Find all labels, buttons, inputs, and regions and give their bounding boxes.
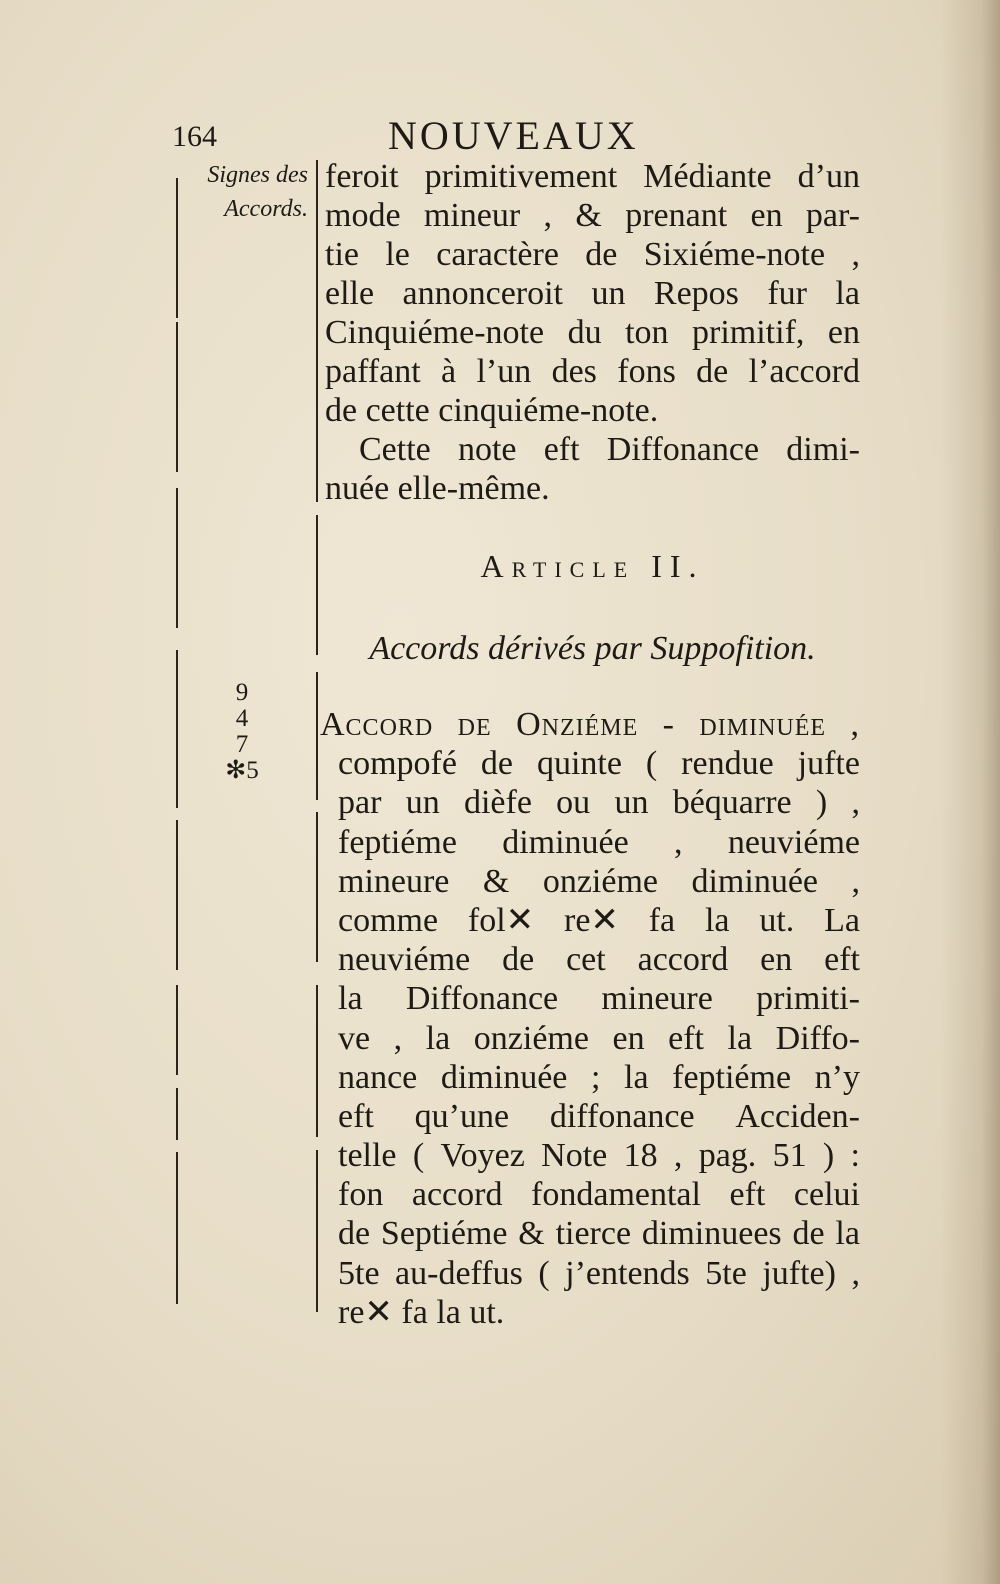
word: de (792, 1215, 825, 1253)
word: nance (338, 1058, 418, 1096)
word: annonceroit (402, 275, 564, 312)
word: - (662, 706, 675, 743)
text-line (320, 705, 860, 744)
text-line (320, 979, 860, 1018)
word: feptiéme (338, 823, 457, 861)
word: Voyez (440, 1137, 525, 1175)
word: Onziéme (516, 706, 639, 743)
word: pag. (698, 1137, 757, 1175)
text-line (320, 1097, 860, 1136)
word: comme (338, 901, 439, 939)
word: la (704, 901, 730, 939)
margin-note-line: Accords. (224, 196, 308, 222)
word: ) (822, 1137, 835, 1175)
word: fol✕ (467, 901, 535, 939)
text-line (320, 1058, 860, 1097)
word: fa (648, 901, 676, 939)
word: de (338, 1215, 371, 1253)
margin-rule (176, 820, 178, 970)
word: fondamental (531, 1176, 701, 1214)
word: la (338, 980, 363, 1018)
margin-rule (176, 1088, 178, 1140)
word: , (851, 1254, 860, 1292)
margin-rule (316, 330, 318, 502)
text-line (325, 235, 860, 274)
word: qu’une (414, 1097, 510, 1135)
word: mode (325, 197, 401, 234)
text-line (325, 352, 860, 391)
article-subtitle: Accords dérivés par Suppofition. (369, 630, 816, 667)
word: mineure (601, 980, 713, 1018)
text-line (320, 744, 860, 783)
word: primitif, (692, 314, 805, 351)
word: eft (668, 1019, 704, 1057)
word: dimi- (786, 431, 860, 468)
text-line: nuée elle-même. (325, 470, 550, 507)
figure: 7 (235, 731, 249, 758)
margin-rule (176, 985, 178, 1075)
word: & (482, 862, 510, 900)
text-line (320, 1175, 860, 1214)
word: la (624, 1058, 649, 1096)
word: Diffonance (405, 980, 559, 1018)
text-line (325, 157, 860, 196)
word: de (457, 706, 492, 743)
margin-rule (316, 985, 318, 1137)
word: ton (625, 314, 669, 351)
word: ou (556, 784, 591, 822)
margin-rule (176, 650, 178, 808)
word: le (385, 236, 410, 273)
word: Cette (359, 431, 431, 468)
margin-rule (176, 1152, 178, 1304)
word: onziéme (542, 862, 658, 900)
word: feptiéme (672, 1058, 792, 1096)
margin-rule (316, 812, 318, 962)
figure: ✻5 (225, 757, 259, 784)
word: de (696, 353, 729, 390)
word: compofé (338, 745, 457, 783)
margin-rule (316, 672, 318, 800)
figure: 4 (235, 705, 249, 732)
word: , (673, 1137, 683, 1175)
word: telle (338, 1137, 397, 1175)
text-line (320, 940, 860, 979)
word: & (518, 1215, 545, 1253)
word: diffonance (549, 1097, 695, 1135)
word: diminuees (641, 1215, 782, 1253)
margin-note (168, 158, 308, 226)
text-line: re✕ fa la ut. (338, 1293, 505, 1331)
word: au-deffus (395, 1254, 523, 1292)
word: la (835, 1215, 860, 1253)
word: du (567, 314, 602, 351)
word: un (614, 784, 649, 822)
word: tierce (555, 1215, 632, 1253)
text-line (320, 1254, 860, 1293)
word: des (551, 353, 597, 390)
text-line (325, 313, 860, 352)
word: diminuée (502, 823, 629, 861)
word: Diffonance (606, 431, 760, 468)
text-line (325, 274, 860, 313)
figure: 9 (235, 679, 249, 706)
word: 5te (705, 1254, 747, 1292)
word: note (457, 431, 517, 468)
word: j’entends (565, 1254, 690, 1292)
word: jufte (797, 745, 860, 783)
word: onziéme (473, 1019, 589, 1057)
word: Médiante (643, 158, 772, 195)
word: fur (767, 275, 807, 312)
word: ut. (759, 901, 795, 939)
word: la (835, 275, 860, 312)
word: re✕ (564, 901, 619, 939)
text-line (320, 862, 860, 901)
word: n’y (814, 1058, 860, 1096)
margin-rule (316, 160, 318, 340)
word: Sixiéme-note (643, 236, 826, 273)
word: celui (793, 1176, 860, 1214)
word: par- (805, 197, 860, 234)
word: ; (590, 1058, 601, 1096)
word: eft (543, 431, 580, 468)
word: rendue (681, 745, 774, 783)
word: , (393, 1019, 403, 1057)
word: quinte (536, 745, 622, 783)
word: & (575, 197, 602, 234)
word: paffant (325, 353, 421, 390)
word: un (591, 275, 626, 312)
margin-rule (316, 515, 318, 655)
word: en (612, 1019, 645, 1057)
body-text-bottom (320, 705, 860, 1332)
margin-rule (176, 322, 178, 472)
margin-rule (176, 178, 178, 318)
text-line (320, 901, 860, 940)
figured-bass (212, 680, 272, 784)
word: de (480, 745, 513, 783)
word: de (585, 236, 618, 273)
word: béquarre (672, 784, 792, 822)
word: dièfe (463, 784, 532, 822)
margin-rule (176, 488, 178, 628)
word: en (827, 314, 860, 351)
word: primitivement (424, 158, 618, 195)
word: l’un (476, 353, 532, 390)
word: ve (338, 1019, 371, 1057)
word: , (674, 823, 683, 861)
text-line (325, 430, 860, 469)
word: ( (538, 1254, 550, 1292)
word: en (750, 197, 783, 234)
article-heading: Article II. (480, 548, 705, 584)
word: 18 (623, 1137, 658, 1175)
word: 51 (772, 1137, 807, 1175)
text-line (320, 1136, 860, 1175)
text-line (320, 1214, 860, 1253)
body-text-top (325, 157, 860, 508)
word: neuviéme (727, 823, 860, 861)
word: ( (412, 1137, 425, 1175)
word: neuviéme (338, 941, 471, 979)
text-line (320, 1019, 860, 1058)
word: feroit (325, 158, 399, 195)
margin-rule (316, 1150, 318, 1312)
word: 5te (338, 1254, 380, 1292)
word: par (338, 784, 382, 822)
word: Septiéme (380, 1215, 508, 1253)
word: Note (541, 1137, 608, 1175)
word: diminuée (691, 862, 819, 900)
word: en (760, 941, 793, 979)
word: mineur (423, 197, 521, 234)
word: diminuée (699, 706, 827, 743)
margin-note-line: Signes des (207, 162, 308, 188)
word: mineure (338, 862, 450, 900)
word: de (502, 941, 535, 979)
word: Repos (653, 275, 739, 312)
text-line (325, 196, 860, 235)
text-line (320, 823, 860, 862)
word: eft (338, 1097, 374, 1135)
word: , (851, 862, 860, 900)
word: fons (617, 353, 676, 390)
word: la (425, 1019, 451, 1057)
word: ( (645, 745, 658, 783)
word: La (824, 901, 860, 939)
word: l’accord (748, 353, 860, 390)
word: , (543, 197, 553, 234)
word: cet (566, 941, 606, 979)
word: tie (325, 236, 359, 273)
word: Diffo- (775, 1019, 860, 1057)
word: : (850, 1137, 860, 1175)
word: , (851, 236, 860, 273)
page-number: 164 (172, 120, 217, 153)
word: Acciden- (735, 1097, 860, 1135)
word: accord (637, 941, 729, 979)
text-line (320, 783, 860, 822)
word: prenant (625, 197, 728, 234)
word: jufte) (762, 1254, 836, 1292)
word: Cinquiéme-note (325, 314, 545, 351)
word: diminuée (440, 1058, 568, 1096)
word: eft (824, 941, 860, 979)
word: elle (325, 275, 375, 312)
word: caractère (436, 236, 559, 273)
word: d’un (797, 158, 860, 195)
text-line: de cette cinquiéme-note. (325, 392, 659, 429)
word: Accord (320, 706, 434, 743)
word: à (441, 353, 457, 390)
word: , (851, 784, 860, 822)
word: accord (411, 1176, 503, 1214)
word: primiti- (756, 980, 860, 1018)
word: eft (729, 1176, 766, 1214)
word: ) (815, 784, 828, 822)
word: , (850, 706, 860, 743)
running-head: NOUVEAUX (388, 113, 639, 158)
word: la (727, 1019, 753, 1057)
word: fon (338, 1176, 384, 1214)
word: un (405, 784, 440, 822)
